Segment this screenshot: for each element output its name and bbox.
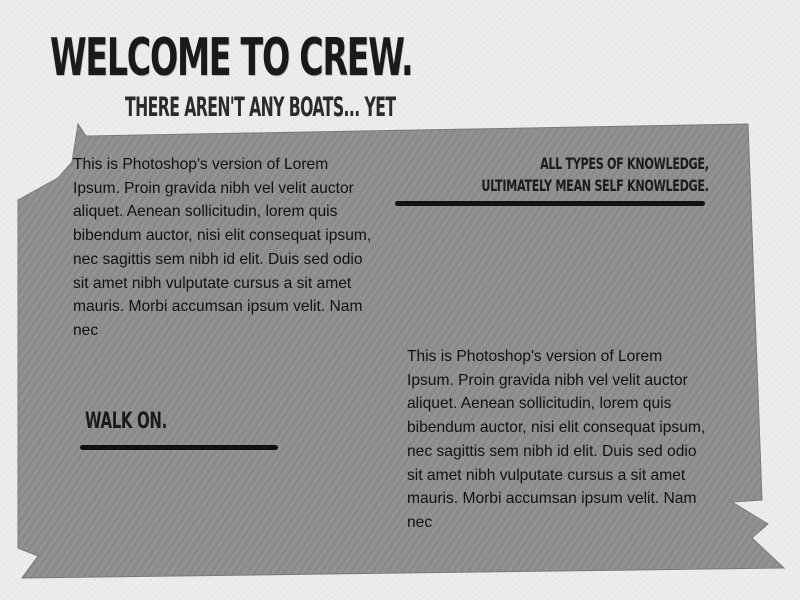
right-paragraph: This is Photoshop's version of Lorem Ipsum. Proin gravida nibh vel velit auctor aliquet. Aenean sollicitudin, lorem quis bibendum auctor, nisi elit consequat ipsum, nec sagittis sem nibh id elit. Duis sed odio sit amet nibh vulputate cursus a sit amet mauris. Morbi accumsan ipsum velit. Nam nec xyxy=(407,348,706,531)
walk-on-divider xyxy=(80,445,278,450)
page-subtitle: THERE AREN'T ANY BOATS... YET xyxy=(125,92,396,123)
quote-divider xyxy=(395,201,705,206)
page-title: WELCOME TO CREW. xyxy=(50,28,413,88)
quote-line-2: ULTIMATELY MEAN SELF KNOWLEDGE. xyxy=(481,176,709,195)
walk-on-heading: WALK ON. xyxy=(85,409,167,434)
left-paragraph: This is Photoshop's version of Lorem Ipsum. Proin gravida nibh vel velit auctor aliquet. Aenean sollicitudin, lorem quis bibendum auctor, nisi elit consequat ipsum, nec sagittis sem nibh id elit. Duis sed odio sit amet nibh vulputate cursus a sit amet mauris. Morbi accumsan ipsum velit. Nam nec xyxy=(73,156,372,339)
quote-line-1: ALL TYPES OF KNOWLEDGE, xyxy=(540,154,709,173)
quote xyxy=(384,153,709,197)
